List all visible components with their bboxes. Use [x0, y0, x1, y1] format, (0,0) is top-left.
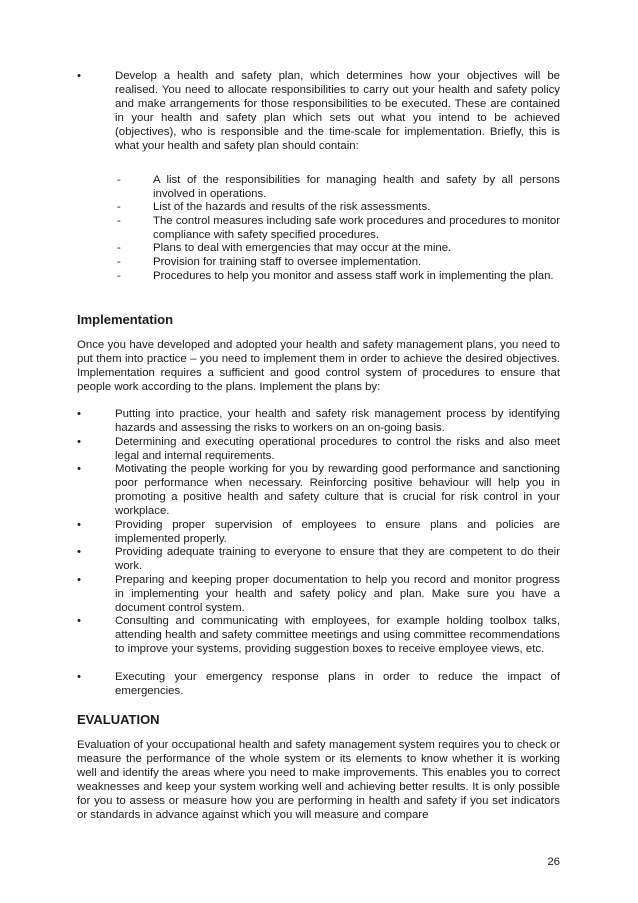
page-number: 26: [547, 856, 560, 868]
paragraph-text: Evaluation of your occupational health and safety management system requires you to check or measure the performance of the whole system or its elements to know whether it is working well and identify the areas where you need to make improvements. This enables you to correct weaknesses and keep your system working well and achieving better results. It is only possible for you to assess or measure how you are performing in health and safety if you set indicators or standards in advance against which you will measure and compare: [77, 739, 560, 821]
list-item-text: The control measures including safe work procedures and procedures to monitor compliance with safety specified procedures.: [153, 215, 560, 241]
bullet-icon: •: [77, 519, 81, 531]
list-item-text: A list of the responsibilities for managing health and safety by all persons involved in operations.: [153, 174, 560, 200]
section-heading-evaluation: EVALUATION: [77, 712, 160, 727]
list-item: [77, 615, 560, 671]
evaluation-paragraph: [77, 739, 560, 823]
bullet-icon: •: [77, 546, 81, 558]
list-item-text: Executing your emergency response plans in order to reduce the impact of emergencies.: [115, 671, 560, 697]
dash-marker: -: [117, 174, 121, 186]
list-item-text: Procedures to help you monitor and assess staff work in implementing the plan.: [153, 270, 554, 282]
dash-marker: -: [117, 215, 121, 227]
list-item-text: Determining and executing operational procedures to control the risks and also meet legal and internal requirements.: [115, 436, 560, 462]
bullet-icon: •: [77, 70, 81, 82]
section-heading-implementation: Implementation: [77, 312, 174, 327]
bullet-icon: •: [77, 671, 81, 683]
list-item: [115, 215, 560, 243]
bullet-icon: •: [77, 463, 81, 475]
list-item-text: Develop a health and safety plan, which determines how your objectives will be realised. You need to allocate responsibilities to carry out your health and safety policy and make arrangements for those responsibilities to be executed. These are contained in your health and safety plan which sets out what you intend to be achieved (objectives), who is responsible and the time-scale for implementation. Briefly, this is what your health and safety plan should contain:: [115, 70, 560, 152]
list-item-text: Preparing and keeping proper documentation to help you record and monitor progress in implementing your health and safety policy and plan. Make sure you have a document control system.: [115, 574, 560, 614]
dash-marker: -: [117, 242, 121, 254]
list-item: [77, 408, 560, 436]
list-item-text: List of the hazards and results of the risk assessments.: [153, 201, 431, 213]
list-item-text: Providing adequate training to everyone to ensure that they are competent to do their work.: [115, 546, 560, 572]
list-item-text: Providing proper supervision of employees to ensure plans and policies are implemented properly.: [115, 519, 560, 545]
bullet-icon: •: [77, 615, 81, 627]
list-item-text: Motivating the people working for you by rewarding good performance and sanctioning poor performance when necessary. Reinforcing positive behaviour will help you in promoting a positive health and safety culture that is crucial for risk control in your workplace.: [115, 463, 560, 517]
list-item: [115, 256, 560, 270]
dash-marker: -: [117, 256, 121, 268]
list-item: [115, 174, 560, 202]
list-item: [77, 519, 560, 547]
list-item: [77, 574, 560, 616]
dash-marker: -: [117, 201, 121, 213]
list-item: [77, 436, 560, 464]
bullet-icon: •: [77, 436, 81, 448]
list-item: [115, 201, 560, 215]
list-item-text: Consulting and communicating with employees, for example holding toolbox talks, attending health and safety committee meetings and using committee recommendations to improve your systems, providing suggestion boxes to receive employee views, etc.: [115, 615, 560, 655]
list-item: [77, 671, 560, 699]
list-item: [115, 270, 560, 298]
list-item-text: Putting into practice, your health and safety risk management process by identifying hazards and assessing the risks to workers on an on-going basis.: [115, 408, 560, 434]
implementation-intro: [77, 339, 560, 395]
list-item: [77, 546, 560, 574]
bullet-icon: •: [77, 574, 81, 586]
list-item: [77, 70, 560, 168]
dash-marker: -: [117, 270, 121, 282]
paragraph-text: Once you have developed and adopted your health and safety management plans, you need to put them into practice – you need to implement them in order to achieve the desired objectives. Implementation requires a sufficient and good control system of procedures to ensure that people work according to the plans. Implement the plans by:: [77, 339, 560, 393]
list-item: [77, 463, 560, 519]
list-item: [115, 242, 560, 256]
list-item-text: Plans to deal with emergencies that may occur at the mine.: [153, 242, 452, 254]
bullet-icon: •: [77, 408, 81, 420]
list-item-text: Provision for training staff to oversee implementation.: [153, 256, 422, 268]
